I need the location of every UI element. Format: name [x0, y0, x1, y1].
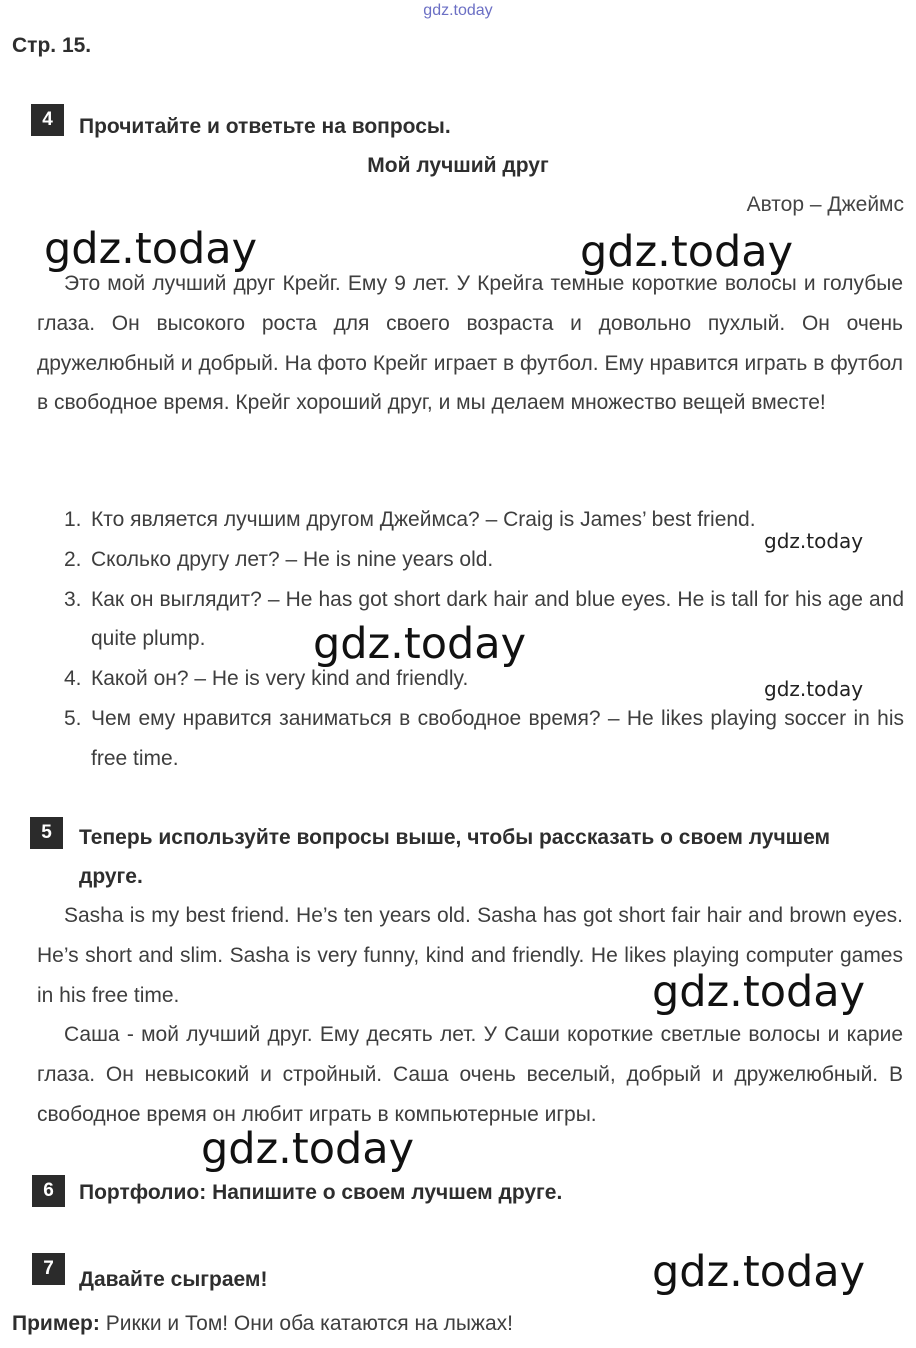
answer-english-paragraph: Sasha is my best friend. He’s ten years old. Sasha has got short fair hair and brown eyes. He’s short and slim. Sasha is very funny, kind and friendly. He likes playing computer games in his free time.: [37, 904, 903, 1007]
story-text: [37, 264, 903, 423]
question-text: Кто является лучшим другом Джеймса? – Craig is James’ best friend.: [91, 508, 756, 531]
question-number: 4.: [64, 667, 82, 691]
question-number: 3.: [64, 587, 82, 611]
watermark: gdz.today: [44, 224, 258, 274]
story-paragraph: Это мой лучший друг Крейг. Ему 9 лет. У Крейга темные короткие волосы и голубые глаза. Он высокого роста для своего возраста и довольно пухлый. Он очень дружелюбный и добрый. На фото Крейг играет в футбол. Ему нравится играть в футбол в свободное время. Крейг хороший друг, и мы делаем множество вещей вместе!: [37, 272, 903, 415]
question-text: Какой он? – He is very kind and friendly.: [91, 667, 469, 691]
example-line: [12, 1312, 513, 1336]
exercise-5-title-line2: друге.: [79, 865, 143, 888]
exercise-4-number: 4: [31, 104, 64, 136]
example-text: Рикки и Том! Они оба катаются на лыжах!: [105, 1312, 513, 1335]
exercise-5-number: 5: [30, 817, 63, 849]
story-author: Автор – Джеймс: [746, 193, 904, 216]
exercise-6-title: Портфолио: Напишите о своем лучшем друге.: [79, 1181, 563, 1204]
answer-russian: [37, 1015, 903, 1134]
page-number: Стр. 15.: [12, 34, 92, 57]
watermark: gdz.today: [580, 227, 794, 277]
question-number: 5.: [64, 706, 82, 730]
exercise-6-number: 6: [32, 1175, 65, 1207]
question-text: Сколько другу лет? – He is nine years old.: [91, 547, 494, 571]
watermark: gdz.today: [764, 529, 864, 553]
watermark: gdz.today: [313, 619, 527, 669]
question-number: 2.: [64, 547, 82, 571]
watermark: gdz.today: [652, 1247, 866, 1297]
story-title: Мой лучший друг: [367, 154, 549, 177]
exercise-7-number: 7: [32, 1253, 65, 1285]
question-item: [64, 699, 904, 779]
exercise-7-title: Давайте сыграем!: [79, 1268, 268, 1291]
watermark: gdz.today: [201, 1124, 415, 1174]
exercise-5-title-line1: Теперь используйте вопросы выше, чтобы рассказать о своем лучшем: [79, 826, 831, 849]
watermark: gdz.today: [652, 967, 866, 1017]
answer-russian-paragraph: Саша - мой лучший друг. Ему десять лет. У Саши короткие светлые волосы и карие глаза. Он невысокий и стройный. Саша очень веселый, добрый и дружелюбный. В свободное время он любит играть в компьютерные игры.: [37, 1023, 903, 1126]
exercise-4-title: Прочитайте и ответьте на вопросы.: [79, 115, 451, 138]
top-watermark: gdz.today: [423, 2, 493, 19]
question-text: Как он выглядит? – He has got short dark hair and blue eyes. He is tall for his age and quite plump.: [91, 587, 904, 651]
question-number: 1.: [64, 508, 82, 531]
example-label: Пример:: [12, 1312, 100, 1335]
question-text: Чем ему нравится заниматься в свободное время? – He likes playing soccer in his free time.: [91, 706, 904, 770]
watermark: gdz.today: [764, 677, 864, 701]
